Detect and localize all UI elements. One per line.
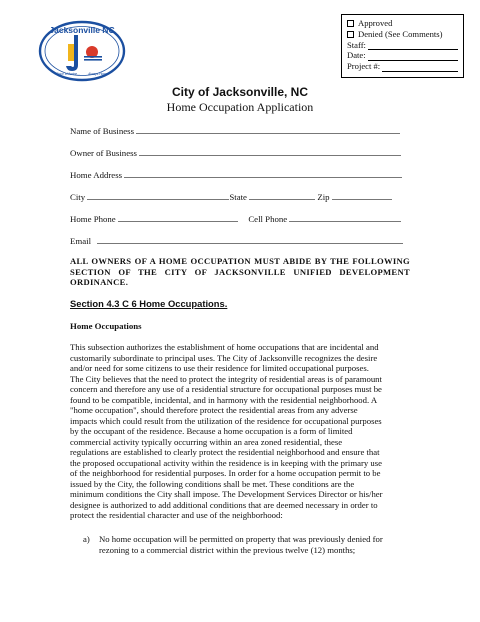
email-field[interactable] <box>97 235 403 244</box>
approved-label: Approved <box>358 18 393 28</box>
home-phone-field[interactable] <box>118 213 238 222</box>
body-line: the proposed occupational activity within the residence is in keeping with the primary use <box>70 457 382 468</box>
business-name-field[interactable] <box>136 125 400 134</box>
item-marker: a) <box>83 534 90 544</box>
home-phone-label: Home Phone <box>70 214 116 224</box>
denied-checkbox[interactable] <box>347 31 354 38</box>
body-line: impacts which could result from the utilization of the residence for occupational purposes <box>70 415 382 426</box>
date-label: Date: <box>347 50 366 61</box>
body-line: protect the residential character and use of the neighborhood: <box>70 510 283 520</box>
project-label: Project #: <box>347 61 381 72</box>
staff-label: Staff: <box>347 39 366 50</box>
phone-row <box>70 213 401 224</box>
state-field[interactable] <box>249 191 315 200</box>
office-use-box <box>341 14 464 78</box>
page-title: City of Jacksonville, NC <box>171 85 309 99</box>
body-line: "home occupation", should therefore protect the residential areas from any adverse <box>70 405 358 415</box>
body-line: The City believes that the need to protect the integrity of residential areas is of paramount <box>70 373 382 384</box>
logo-motto-right: Always Home <box>88 72 108 76</box>
logo-text: Jacksonville NC <box>49 25 115 35</box>
city-field[interactable] <box>87 191 229 200</box>
body-line: and/or need for some citizens to use their residence for limited occupational purposes. <box>70 363 369 373</box>
body-line: by the occupant of the residence. Because a home occupation is a form of limited <box>70 426 353 436</box>
body-line: found to be compatible, incidental, and in harmony with the residential neighborhood. A <box>70 394 378 405</box>
page-subtitle: Home Occupation Application <box>166 100 314 114</box>
email-row <box>70 235 403 246</box>
item-line: No home occupation will be permitted on property that was previously denied for <box>99 534 383 544</box>
body-line: customarily subordinate to principal uses. The City of Jacksonville recognizes the desire <box>70 352 378 363</box>
address-label: Home Address <box>70 170 123 180</box>
address-row <box>70 169 402 180</box>
body-line: designee is authorized to add additional conditions that are deemed necessary in order to <box>70 499 378 510</box>
city-logo <box>38 20 126 82</box>
owner-row <box>70 147 401 158</box>
business-name-label: Name of Business <box>70 126 135 136</box>
cell-phone-field[interactable] <box>289 213 401 222</box>
business-name-row <box>70 125 400 136</box>
body-line: This subsection authorizes the establishment of home occupations that are incidental and <box>70 342 379 352</box>
date-row[interactable] <box>347 50 458 61</box>
denied-label: Denied (See Comments) <box>358 28 443 39</box>
body-line: issued by the City, the following conditions shall be met. These conditions are the <box>70 478 355 489</box>
date-field[interactable] <box>368 52 458 61</box>
ordinance-notice: ALL OWNERS OF A HOME OCCUPATION MUST ABIDE BY THE FOLLOWING SECTION OF THE CITY OF JACKSONVILLE UNIFIED DEVELOPMENT ORDINANCE. <box>70 256 410 287</box>
staff-row[interactable] <box>347 40 458 51</box>
email-label: Email <box>70 236 92 246</box>
body-line: concern and therefore any use of a residential structure for occupational purposes must be <box>70 384 382 394</box>
project-field[interactable] <box>382 63 458 72</box>
owner-label: Owner of Business <box>70 148 137 158</box>
approved-option[interactable] <box>347 18 458 29</box>
zip-label: Zip <box>317 192 330 202</box>
subheading: Home Occupations <box>70 321 142 331</box>
city-state-zip-row <box>70 191 392 202</box>
logo-motto-left: Once a Marine... <box>56 72 80 76</box>
project-row[interactable] <box>347 61 458 72</box>
denied-option[interactable] <box>347 29 458 40</box>
address-field[interactable] <box>124 169 402 178</box>
body-line: regulations are established to clearly protect the residential neighborhood and ensure that <box>70 447 380 457</box>
body-line: commercial activity typically occurring within an area zoned residential, these <box>70 436 343 447</box>
body-line: of the neighborhood for residential purposes. In order for a home occupation permit to be <box>70 468 381 478</box>
city-label: City <box>70 192 86 202</box>
cell-phone-label: Cell Phone <box>248 214 288 224</box>
body-paragraph <box>70 342 410 521</box>
owner-field[interactable] <box>139 147 401 156</box>
body-line: minimum conditions the City shall impose. The Development Services Director or his/her <box>70 489 383 499</box>
approved-checkbox[interactable] <box>347 20 354 27</box>
section-title: Section 4.3 C 6 Home Occupations. <box>70 298 228 309</box>
item-line: rezoning to a commercial district within the previous twelve (12) months; <box>99 544 356 555</box>
staff-field[interactable] <box>368 41 458 50</box>
state-label: State <box>229 192 247 202</box>
zip-field[interactable] <box>332 191 392 200</box>
